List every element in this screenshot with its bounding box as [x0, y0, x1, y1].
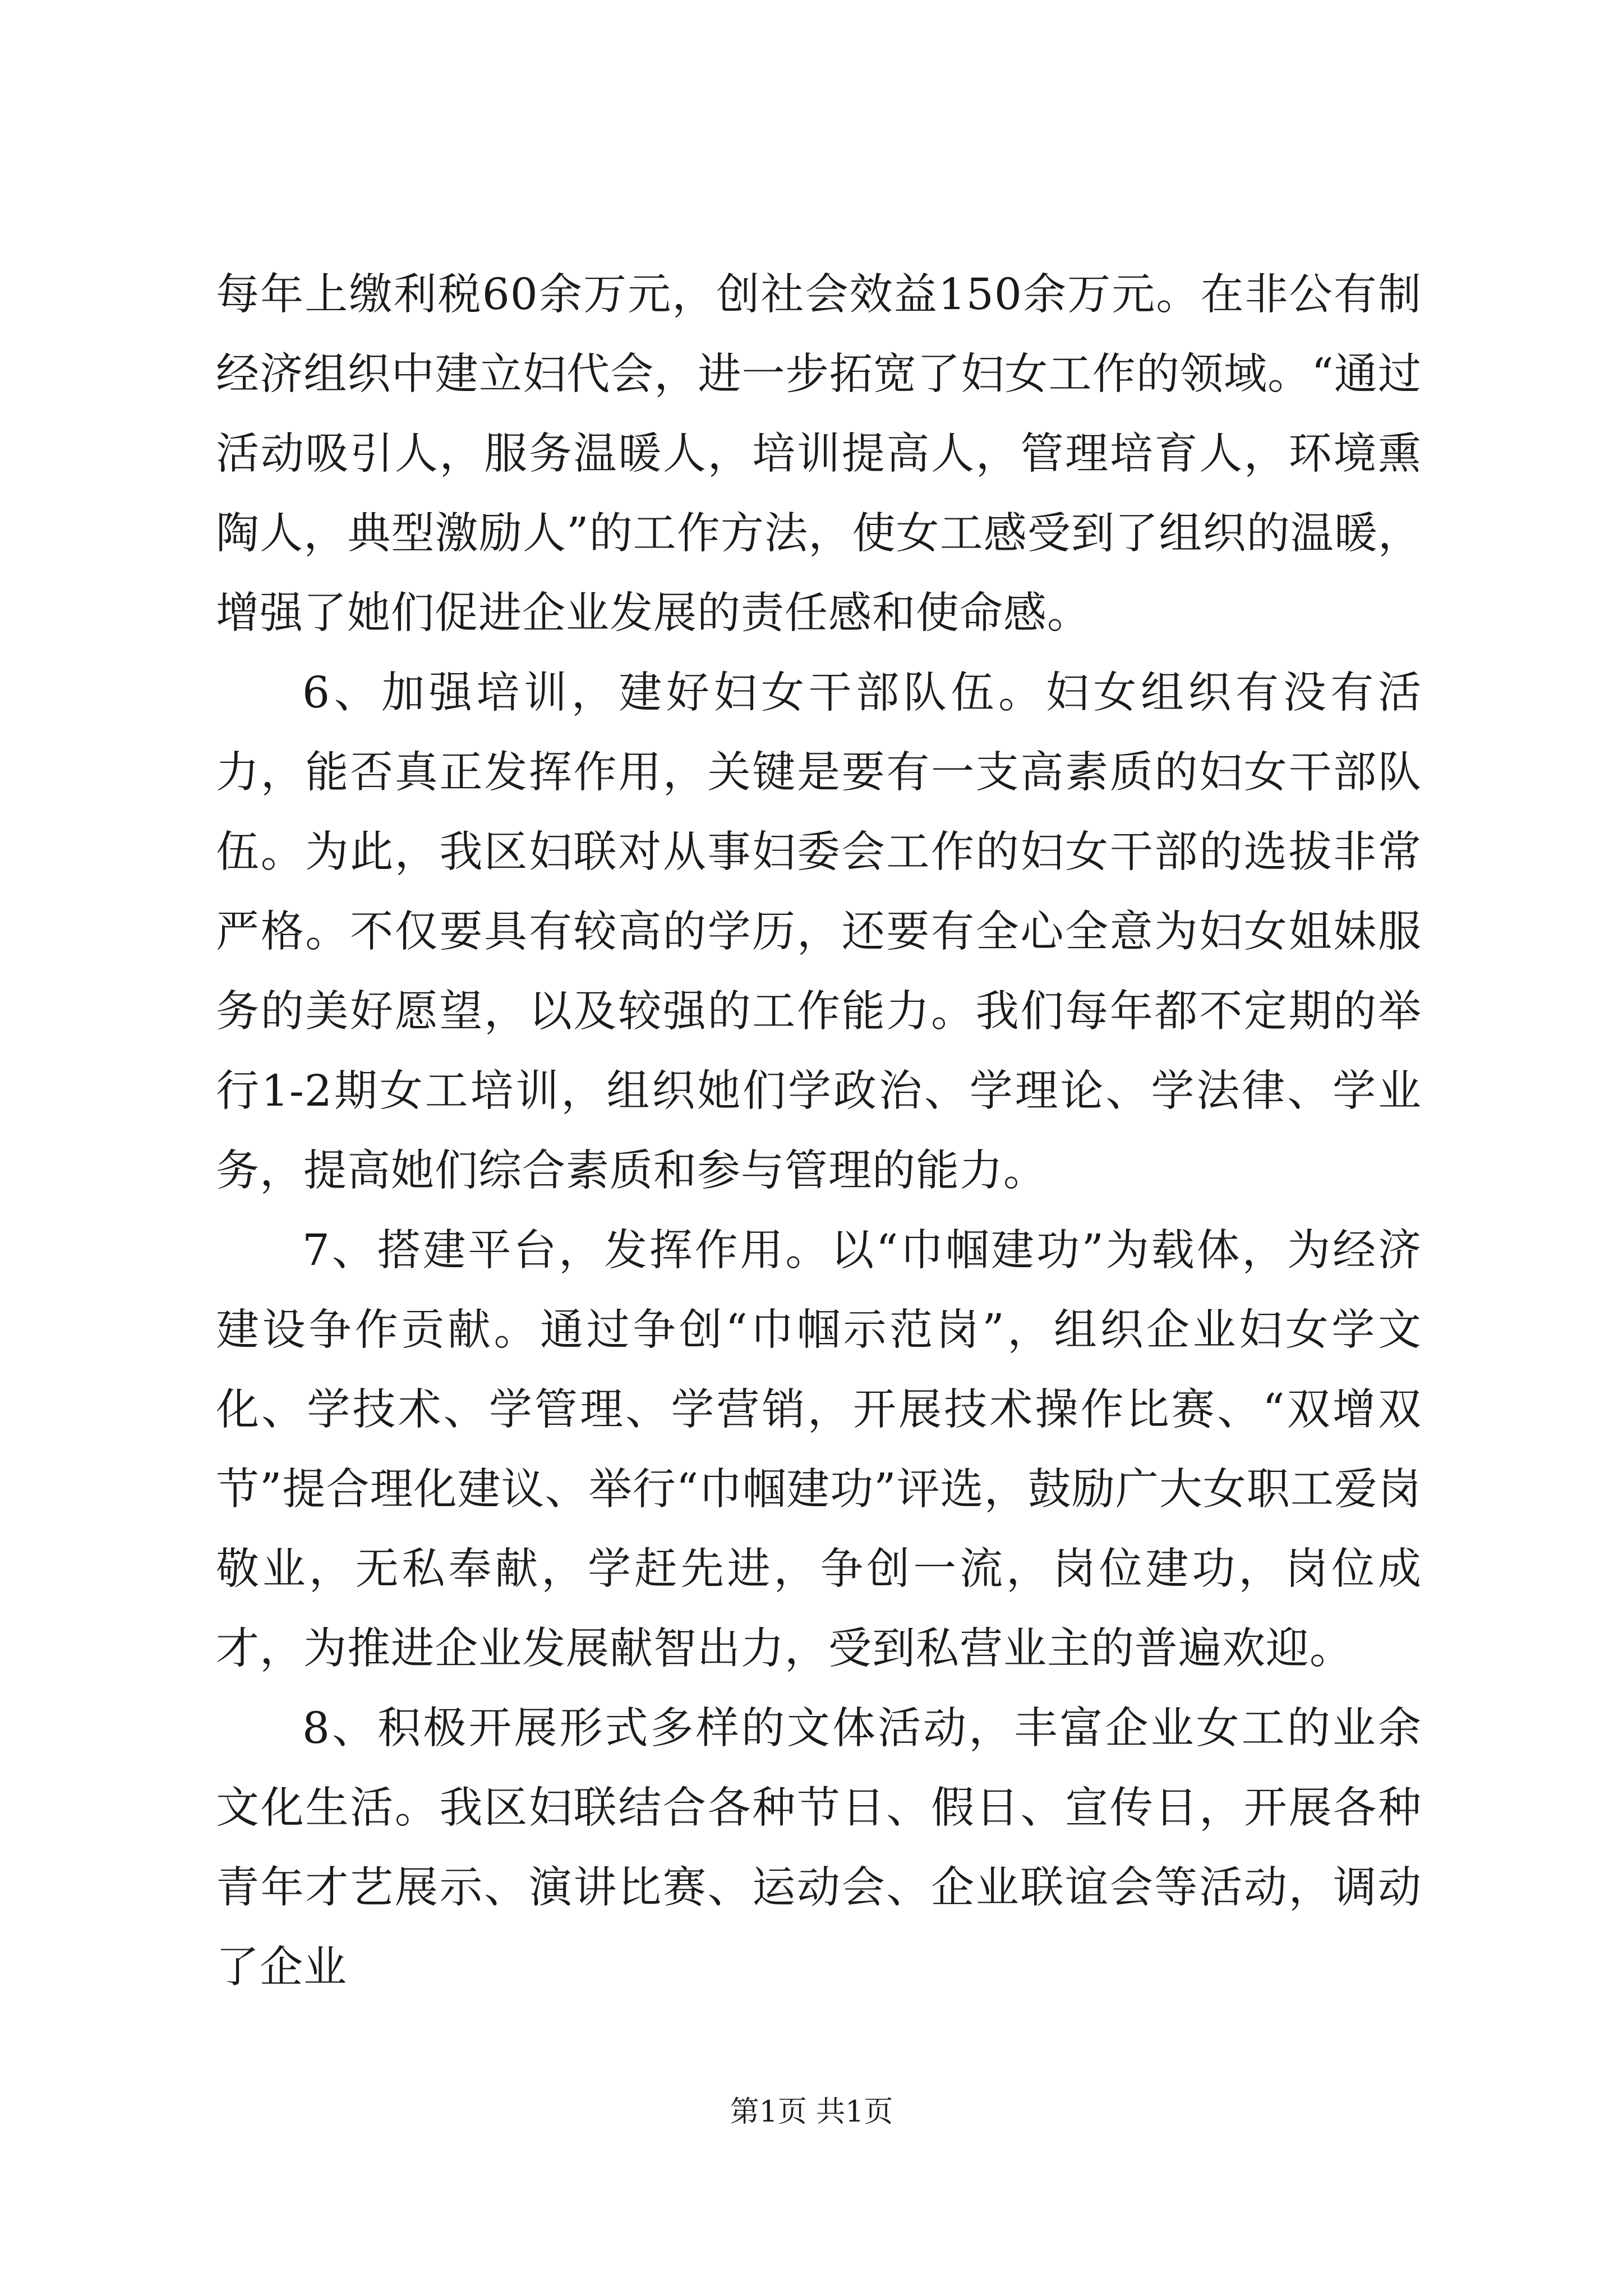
paragraph-2: 6、加强培训，建好妇女干部队伍。妇女组织有没有活力，能否真正发挥作用，关键是要有一支高素质的妇女干部队伍。为此，我区妇联对从事妇委会工作的妇女干部的选拔非常严格。不仅要具有较高的学历，还要有全心全意为妇女姐妹服务的美好愿望，以及较强的工作能力。我们每年都不定期的举行1-2期女工培训，组织她们学政治、学理论、学法律、学业务，提高她们综合素质和参与管理的能力。 — [216, 668, 1422, 1196]
paragraph-1: 每年上缴利税60余万元，创社会效益150余万元。在非公有制经济组织中建立妇代会，进一步拓宽了妇女工作的领域。“通过活动吸引人，服务温暖人，培训提高人，管理培育人，环境熏陶人，典型激励人”的工作方法，使女工感受到了组织的温暖，增强了她们促进企业发展的责任感和使命感。 — [216, 270, 1422, 638]
paragraph-3: 7、搭建平台，发挥作用。以“巾帼建功”为载体，为经济建设争作贡献。通过争创“巾帼示范岗”，组织企业妇女学文化、学技术、学管理、学营销，开展技术操作比赛、“双增双节”提合理化建议、举行“巾帼建功”评选，鼓励广大女职工爱岗敬业，无私奉献，学赶先进，争创一流，岗位建功，岗位成才，为推进企业发展献智出力，受到私营业主的普遍欢迎。 — [216, 1226, 1422, 1674]
page-footer: 第1页 共1页 — [730, 2095, 893, 2129]
paragraph-4: 8、积极开展形式多样的文体活动，丰富企业女工的业余文化生活。我区妇联结合各种节日、假日、宣传日，开展各种青年才艺展示、演讲比赛、运动会、企业联谊会等活动，调动了企业 — [216, 1704, 1422, 1993]
document-body — [216, 255, 1422, 2008]
